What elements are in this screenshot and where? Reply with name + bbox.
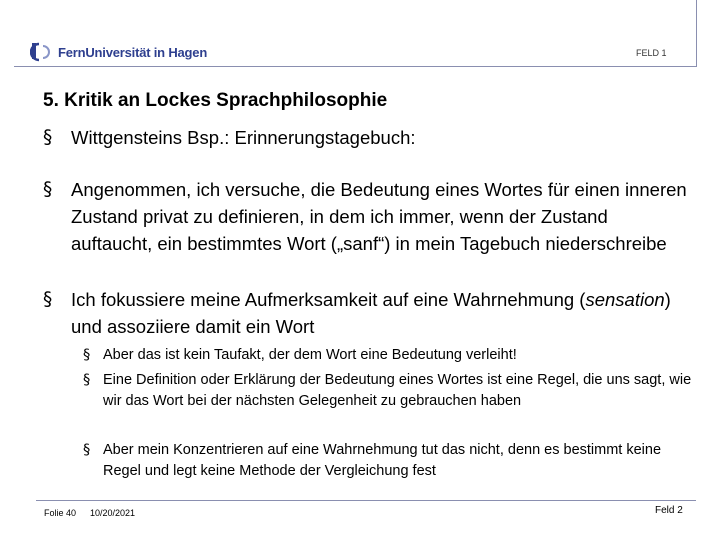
bullet-symbol: §	[43, 289, 53, 310]
fernuni-logo	[30, 40, 207, 64]
sub-bullet-symbol: §	[83, 442, 91, 458]
sub-bullet-text: Aber das ist kein Taufakt, der dem Wort eine Bedeutung verleiht!	[103, 347, 517, 363]
bullet-symbol: §	[43, 127, 53, 148]
footer-folie: Folie 40	[44, 508, 77, 518]
bullet-text	[71, 286, 693, 340]
header-rule	[14, 66, 697, 67]
bullet-text-italic: sensation	[585, 289, 665, 310]
sub-bullet-item	[83, 345, 693, 366]
bullet-text-prefix: Ich fokussiere meine Aufmerksamkeit auf eine Wahrnehmung (	[71, 289, 586, 310]
footer-feld: Feld 2	[655, 505, 683, 516]
fernuni-logo-icon	[30, 40, 54, 64]
bullet-text: Wittgensteins Bsp.: Erinnerungstagebuch:	[71, 127, 416, 148]
sub-bullet-item	[83, 440, 693, 482]
footer-rule	[36, 500, 696, 501]
logo-text: FernUniversität in Hagen	[58, 44, 208, 60]
bullet-item	[43, 176, 693, 257]
sub-bullet-symbol: §	[83, 347, 91, 363]
sub-bullet-text: Eine Definition oder Erklärung der Bedeutung eines Wortes ist eine Regel, die uns sagt, wie wir das Wort bei der nächsten Gelegenheit zu gebrauchen haben	[103, 372, 692, 409]
sub-bullet-item	[83, 370, 693, 412]
footer-date: 10/20/2021	[90, 508, 136, 518]
bullet-item	[43, 124, 693, 151]
sub-bullet-text: Aber mein Konzentrieren auf eine Wahrnehmung tut das nicht, denn es bestimmt keine Regel und legt keine Methode der Vergleichung fest	[103, 442, 662, 479]
bullet-text: Angenommen, ich versuche, die Bedeutung eines Wortes für einen inneren Zustand privat zu definieren, in dem ich immer, wenn der Zustand auftaucht, ein bestimmtes Wort („sanf“) in mein Tagebuch niederschreibe	[71, 179, 687, 254]
bullet-text-suffix: ) und assoziiere damit ein Wort	[71, 289, 671, 337]
bullet-item	[43, 286, 693, 340]
header-vertical-rule	[696, 0, 697, 66]
slide-title: 5. Kritik an Lockes Sprachphilosophie	[43, 90, 388, 111]
bullet-symbol: §	[43, 179, 53, 200]
feld-label-top: FELD 1	[636, 48, 667, 58]
sub-bullet-symbol: §	[83, 372, 91, 388]
